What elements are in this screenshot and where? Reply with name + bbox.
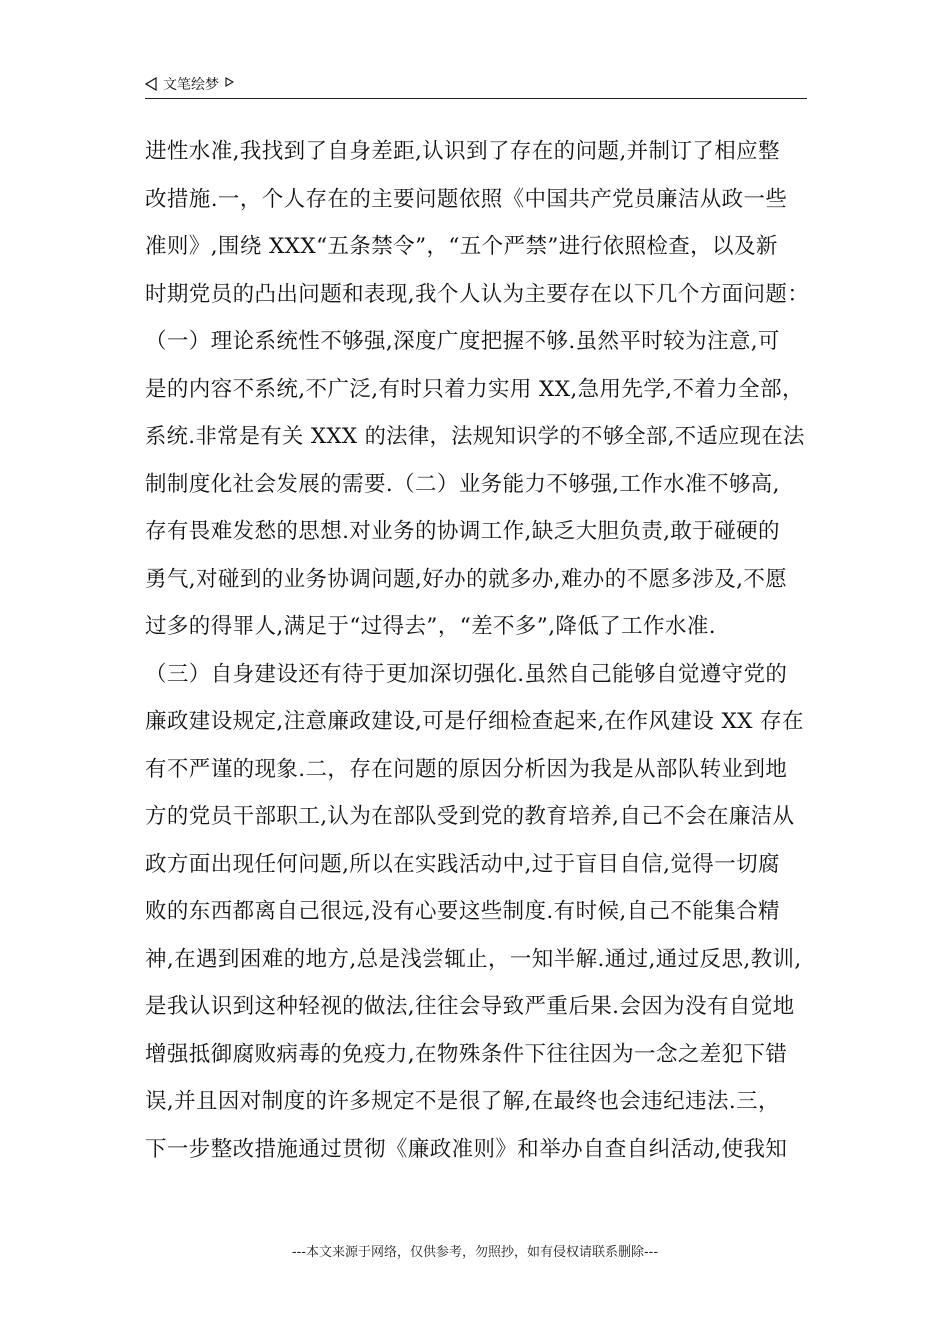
body-line: （三）自身建设还有待于更加深切强化.虽然自己能够自觉遵守党的 — [145, 661, 788, 687]
body-line: 勇气,对碰到的业务协调问题,好办的就多办,难办的不愿多涉及,不愿 — [145, 566, 788, 592]
body-line: 误,并且因对制度的许多规定不是很了解,在最终也会违纪违法.三， — [145, 1089, 780, 1114]
brand — [145, 74, 234, 94]
brand-label: 文笔绘梦 — [163, 77, 219, 93]
body-line: 有不严谨的现象.二，存在问题的原因分析因为我是从部队转业到地 — [145, 756, 788, 782]
body-line: 神,在遇到困难的地方,总是浅尝辄止，一知半解.通过,通过反思,教训, — [145, 946, 802, 972]
body-line: 存有畏难发愁的思想.对业务的协调工作,缺乏大胆负责,敢于碰硬的 — [145, 519, 780, 544]
body-line: 是的内容不系统,不广泛,有时只着力实用 XX,急用先学,不着力全部， — [145, 376, 804, 402]
triangle-right-icon — [225, 77, 234, 87]
footer-disclaimer: ---本文来源于网络，仅供参考，勿照抄，如有侵权请联系删除--- — [291, 1245, 659, 1260]
body-line: 系统.非常是有关 XXX 的法律，法规知识学的不够全部,不适应现在法 — [145, 424, 805, 449]
body-line: 时期党员的凸出问题和表现,我个人认为主要存在以下几个方面问题： — [145, 281, 810, 307]
body-line: 败的东西都离自己很远,没有心要这些制度.有时候,自己不能集合精 — [145, 899, 780, 924]
body-line: 方的党员干部职工,认为在部队受到党的教育培养,自己不会在廉洁从 — [145, 804, 795, 829]
triangle-left-icon — [145, 77, 157, 91]
page-header — [145, 72, 807, 99]
body-line: 是我认识到这种轻视的做法,往往会导致严重后果.会因为没有自觉地 — [145, 994, 795, 1019]
body-line: 进性水准,我找到了自身差距,认识到了存在的问题,并制订了相应整 — [145, 139, 780, 164]
body-line: 下一步整改措施通过贯彻《廉政准则》和举办自查自纠活动,使我知 — [145, 1136, 788, 1162]
body-line: 改措施.一，个人存在的主要问题依照《中国共产党员廉洁从政一些 — [145, 186, 788, 212]
body-line: 廉政建设规定,注意廉政建设,可是仔细检查起来,在作风建设 XX 存在 — [145, 709, 804, 734]
document-body — [145, 128, 809, 1173]
body-line: 制制度化社会发展的需要.（二）业务能力不够强,工作水准不够高, — [145, 471, 780, 497]
body-line: 增强抵御腐败病毒的免疫力,在物殊条件下往往因为一念之差犯下错 — [145, 1041, 788, 1067]
body-line: 准则》,围绕 XXX“五条禁令”，“五个严禁”进行依照检查，以及新 — [145, 234, 778, 259]
body-line: 过多的得罪人,满足于“过得去”，“差不多”,降低了工作水准. — [145, 614, 716, 639]
body-line: （一）理论系统性不够强,深度广度把握不够.虽然平时较为注意,可 — [145, 329, 780, 354]
body-line: 政方面出现任何问题,所以在实践活动中,过于盲目自信,觉得一切腐 — [145, 851, 780, 877]
